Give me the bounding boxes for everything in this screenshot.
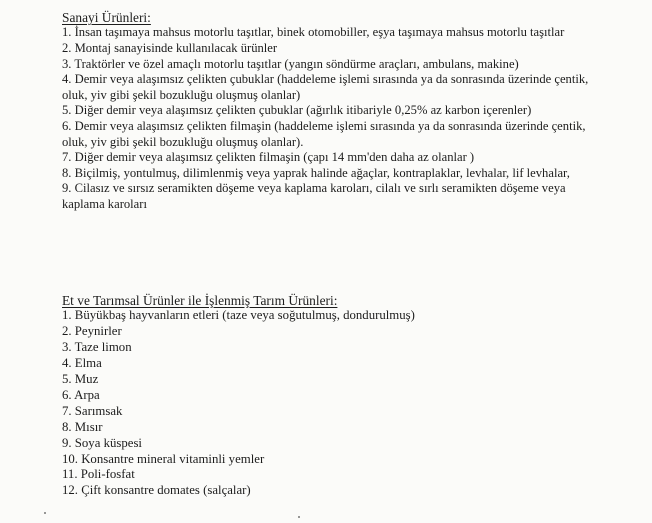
sanayi-item-4: 4. Demir veya alaşımsız çelikten çubuklar (haddeleme işlemi sırasında ya da sonrasında üzerinde çentik, oluk, yiv gibi şekil bozukluğu oluşmuş olanlar)	[62, 72, 589, 102]
tarim-item-1: 1. Büyükbaş hayvanların etleri (taze veya soğutulmuş, dondurulmuş)	[62, 308, 415, 323]
tarim-heading: Et ve Tarımsal Ürünler ile İşlenmiş Tarım Ürünleri:	[62, 293, 338, 308]
sanayi-item-3: 3. Traktörler ve özel amaçlı motorlu taşıtlar (yangın söndürme araçları, ambulans, makine)	[62, 56, 519, 71]
scan-speck	[298, 516, 300, 518]
sanayi-list	[62, 25, 612, 212]
tarim-item-5: 5. Muz	[62, 372, 99, 387]
tarim-section	[62, 293, 612, 499]
sanayi-item-9: 9. Cilasız ve sırsız seramikten döşeme veya kaplama karoları, cilalı ve sırlı seramikten döşeme veya kaplama karoları	[62, 181, 566, 211]
sanayi-item-5: 5. Diğer demir veya alaşımsız çelikten çubuklar (ağırlık itibariyle 0,25% az karbon içerenler)	[62, 103, 532, 118]
tarim-list	[62, 308, 612, 499]
tarim-item-4: 4. Elma	[62, 356, 102, 371]
sanayi-item-2: 2. Montaj sanayisinde kullanılacak ürünler	[62, 41, 278, 55]
tarim-item-12: 12. Çift konsantre domates (salçalar)	[62, 483, 251, 498]
sanayi-heading: Sanayi Ürünleri:	[62, 10, 151, 25]
tarim-item-9: 9. Soya küspesi	[62, 435, 142, 450]
sanayi-item-6: 6. Demir veya alaşımsız çelikten filmaşin (haddeleme işlemi sırasında ya da sonrasında üzerinde çentik, oluk, yiv gibi şekil bozukluğu oluşmuş olanlar).	[62, 118, 586, 149]
tarim-item-8: 8. Mısır	[62, 419, 103, 434]
tarim-item-10: 10. Konsantre mineral vitaminli yemler	[62, 451, 265, 466]
tarim-item-6: 6. Arpa	[62, 387, 100, 402]
tarim-item-7: 7. Sarımsak	[62, 403, 123, 418]
sanayi-item-1: 1. İnsan taşımaya mahsus motorlu taşıtlar, binek otomobiller, eşya taşımaya mahsus motorlu taşıtlar	[62, 25, 565, 40]
tarim-item-11: 11. Poli-fosfat	[62, 467, 135, 482]
scan-speck	[44, 512, 46, 514]
tarim-item-2: 2. Peynirler	[62, 324, 122, 339]
sanayi-item-8: 8. Biçilmiş, yontulmuş, dilimlenmiş veya yaprak halinde ağaçlar, kontraplaklar, levhalar, lif levhalar,	[62, 165, 570, 180]
sanayi-item-7: 7. Diğer demir veya alaşımsız çelikten filmaşin (çapı 14 mm'den daha az olanlar )	[62, 150, 475, 165]
tarim-item-3: 3. Taze limon	[62, 340, 132, 355]
